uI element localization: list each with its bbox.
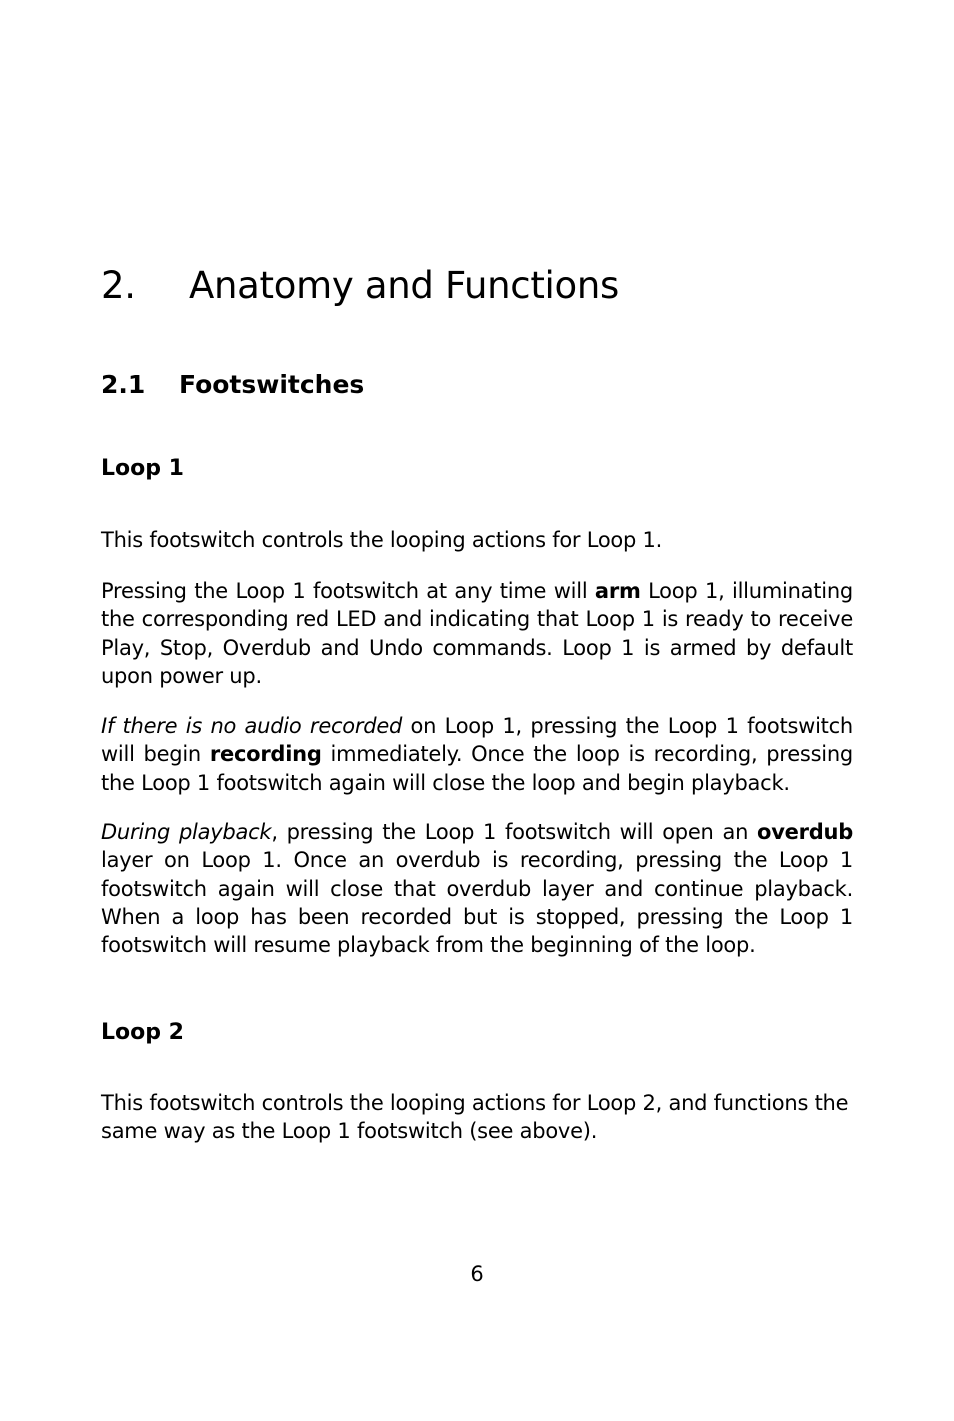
text-run: layer on Loop 1. Once an overdub is recording, pressing the Loop 1 footswitch again will close that overdub layer and continue playback. When a loop has been recorded but is stopped, pressing the Loop 1 footswitch will resume playback from the beginning of the loop. bbox=[101, 848, 853, 958]
loop1-paragraph-3 bbox=[101, 712, 853, 797]
loop2-paragraph-1: This footswitch controls the looping actions for Loop 2, and functions the same way as the Loop 1 footswitch (see above). bbox=[101, 1091, 849, 1144]
loop1-paragraph-1: This footswitch controls the looping actions for Loop 1. bbox=[101, 528, 663, 552]
page-number: 6 bbox=[470, 1262, 484, 1286]
bold-term-arm: arm bbox=[594, 579, 641, 603]
text-run: , pressing the Loop 1 footswitch will open an bbox=[271, 820, 758, 844]
italic-phrase: If there is no audio recorded bbox=[101, 714, 403, 738]
section-number: 2.1 bbox=[101, 370, 146, 399]
text-run: Pressing the Loop 1 footswitch at any time will bbox=[101, 579, 595, 603]
section-title: Footswitches bbox=[179, 370, 365, 399]
text-run: immediately. Once the loop is recording, pressing the Loop 1 footswitch again will close the loop and begin playback. bbox=[101, 742, 853, 795]
loop1-paragraph-2 bbox=[101, 577, 853, 690]
loop1-paragraph-4 bbox=[101, 818, 853, 959]
italic-phrase: During playback bbox=[101, 820, 272, 844]
text-run: on Loop 1, pressing the Loop 1 footswitch will begin bbox=[101, 714, 853, 767]
chapter-number: 2. bbox=[101, 264, 136, 307]
loop2-heading: Loop 2 bbox=[101, 1020, 184, 1045]
loop1-heading: Loop 1 bbox=[101, 456, 184, 481]
bold-term-recording: recording bbox=[209, 742, 322, 767]
bold-term-overdub: overdub bbox=[757, 820, 853, 844]
chapter-title: Anatomy and Functions bbox=[189, 264, 620, 307]
chapter-heading bbox=[101, 264, 619, 307]
section-heading bbox=[101, 370, 364, 399]
text-run: Loop 1, illuminating the corresponding red LED and indicating that Loop 1 is ready to receive Play, Stop, Overdub and Undo commands. Loop 1 is armed by default upon power up. bbox=[101, 579, 853, 688]
